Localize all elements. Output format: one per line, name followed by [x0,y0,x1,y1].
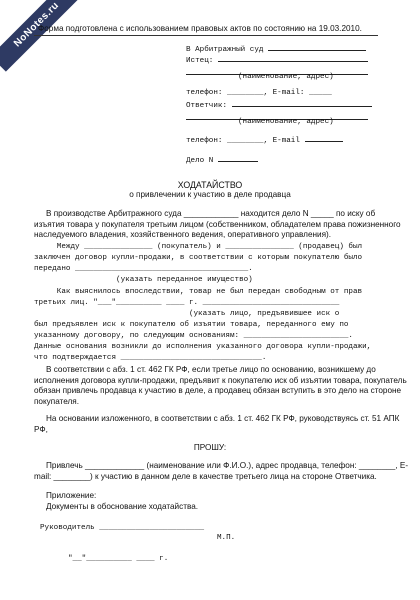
appendix-label: Приложение: [46,491,97,500]
request-line-2: mail: ________) к участию в данном деле в качестве третьего лица на стороне Ответчика. [34,471,377,481]
contract-line-7: (указать лицо, предъявившее иск о [34,310,340,318]
watermark-ribbon: NoNotes.ru [0,0,84,72]
court-line: В Арбитражный суд [186,42,366,56]
defendant-line: Ответчик: [186,98,372,112]
based-on-line-1: На основании изложенного, в соответствии с абз. 1 ст. 462 ГК РФ, руководствуясь ст. 51 АПК [46,414,400,423]
date-line: "__"__________ ____ г. [68,555,169,563]
header-note: Форма подготовлена с использованием правовых актов по состоянию на 19.03.2010. [38,24,362,33]
based-on-line-2: РФ, [34,424,48,434]
signature-line: Руководитель _______________________ [40,524,205,532]
para-462-line-2: исполнения договора купли-продажи, предъявит к покупателю иск об изъятии товара, покупатель [34,375,407,385]
plaintiff-line: Истец: [186,53,368,67]
plaintiff-phone: телефон: ________, E-mail: _____ [186,89,332,97]
contract-line-11: что подтверждается _______________________________. [34,354,267,362]
contract-line-4: (указать переданное имущество) [34,276,253,284]
plaintiff-hint: (наименование, адрес) [238,73,334,81]
contract-line-6: третьих лиц. "___"__________ ____ г. ______________________________ [34,299,340,307]
contract-line-2: заключен договор купли-продажи, в соответствии с которым покупателю было [34,254,363,262]
para-462-line-3: обязан привлечь продавца к участию в деле, а продавец обязан вступить в это дело на стороне [34,386,402,395]
contract-line-1: Между _______________ (покупатель) и _______________ (продавец) был [34,243,363,251]
document-subtitle: о привлечении к участию в деле продавца [129,190,291,199]
intro-line-3: наследуемого владения, хозяйственного ведения, оперативного управления). [34,230,332,239]
document-title: ХОДАТАЙСТВО [177,180,243,190]
header-divider [34,35,378,36]
para-462-line-1: В соответствии с абз. 1 ст. 462 ГК РФ, если третье лицо по основанию, возникшему до [46,365,376,374]
para-462-line-4: покупателя. [34,396,79,406]
request-heading: ПРОШУ: [193,443,227,452]
contract-line-9: указанному договору, по следующим основаниям: _______________________. [34,332,353,340]
stamp-place: М.П. [217,534,236,542]
intro-line-2: изъятия товара у покупателя третьим лицом (собственником, обладателем права пожизненного [34,219,401,229]
appendix-item: Документы в обоснование ходатайства. [46,501,199,511]
intro-line-1: В производстве Арбитражного суда ____________ находится дело N _____ по иску об [46,209,376,218]
contract-line-3: передано ______________________________________. [34,265,253,273]
defendant-hint: (наименование, адрес) [238,118,334,126]
contract-line-10: Данные основания возникли до исполнения указанного договора купли-продажи, [34,343,372,351]
contract-line-8: был предъявлен иск к покупателю об изъятии товара, переданного ему по [34,321,349,329]
case-number-line: Дело N [186,153,258,167]
request-line-1: Привлечь _____________ (наименование или Ф.И.О.), адрес продавца, телефон: ________, E- [46,461,409,470]
contract-line-5: Как выяснилось впоследствии, товар не был передан свободным от прав [34,288,363,296]
defendant-phone: телефон: ________, E-mail [186,133,343,147]
